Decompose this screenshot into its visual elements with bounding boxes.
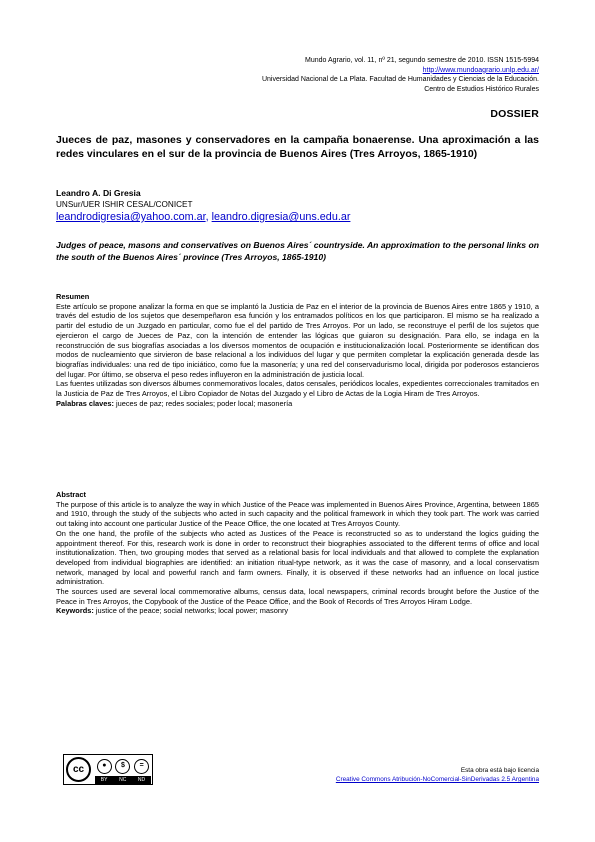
abstract-heading: Abstract	[56, 490, 86, 499]
institution-line: Universidad Nacional de La Plata. Facultad de Humanidades y Ciencias de la Educación.	[261, 76, 539, 84]
journal-url-link[interactable]: http://www.mundoagrario.unlp.edu.ar/	[422, 66, 539, 74]
paper-title-english: Judges of peace, masons and conservatives on Buenos Aires´ countryside. An approximation to the personal links on the south of the Buenos Aires´ province (Tres Arroyos, 1865-1910)	[56, 240, 539, 262]
author-emails	[56, 210, 539, 224]
cc-icons-strip	[95, 757, 151, 775]
citation-line: Mundo Agrario, vol. 11, nº 21, segundo semestre de 2010. ISSN 1515-5994	[305, 57, 539, 64]
creative-commons-badge[interactable]	[63, 754, 153, 785]
abstract-keywords-label: Keywords:	[56, 606, 94, 616]
resumen-paragraph-1: Este artículo se propone analizar la forma en que se implantó la Justicia de Paz en el interior de la provincia de Buenos Aires entre 1865 y 1910, a través del estudio de los sujetos que desempeñaron esa función y los entramados políticos en los que participaron. El mismo se ha realizado a partir del estudio de un Juzgado en particular, como fue el del partido de Tres Arroyos. Por un lado, se reconstruye el perfil de los sujetos que ejercieron el cargo de Jueces de Paz, con la intención de entender las lógicas que guiaron su designación. Para ello, se indaga en la reconstrucción de sus biografías asociadas a los diversos momentos de ocupación e institucionalización local. Posteriormente se identifican dos modos de nucleamiento que sirvieron de base relacional a los individuos del lugar y que permiten completar la explicación generada desde las biografías individuales: una red de tipo iniciático, como fue la masonería; y una red del conservadurismo local, dirigida por poderosos estancieros del lugar. Por último, se observa el peso redes influyeron en la administración de justicia local.	[56, 301, 539, 379]
abstract-paragraph-1: The purpose of this article is to analyze the way in which Justice of the Peace was implemented in Buenos Aires Province, Argentina, between 1865 and 1910, through the study of the subjects who acted in such capacity and the political framework in which they took part. The work was carried out taking into account one particular Justice of the Peace Office, the one located at Tres Arroyos County.	[56, 499, 539, 529]
author-name: Leandro A. Di Gresia	[56, 188, 141, 198]
paper-title: Jueces de paz, masones y conservadores en la campaña bonaerense. Una aproximación a las redes vinculares en el sur de la provincia de Buenos Aires (Tres Arroyos, 1865-1910)	[56, 134, 539, 160]
email-link-1[interactable]: leandrodigresia@yahoo.com.ar	[56, 211, 206, 223]
resumen-keywords-text: jueces de paz; redes sociales; poder local; masonería	[113, 398, 293, 408]
email-link-2[interactable]: leandro.digresia@uns.edu.ar	[211, 211, 351, 223]
abstract-paragraph-3: The sources used are several local commemorative albums, census data, local newspapers, criminal records brought before the Justice of the Peace in Tres Arroyos, the Copybook of the Justice of the Peace Office, and the Book of Records of Tres Arroyos Hiram Lodge.	[56, 587, 539, 606]
noderivatives-equals-icon: =	[134, 759, 149, 774]
resumen-keywords	[56, 399, 539, 409]
cc-nd-label: ND	[137, 777, 146, 783]
journal-header	[119, 56, 539, 94]
cc-by-label: BY	[100, 777, 108, 783]
noncommercial-dollar-icon: $	[115, 759, 130, 774]
author-affiliation: UNSur/UER ISHIR CESAL/CONICET	[56, 200, 193, 209]
attribution-person-icon: ●	[97, 759, 112, 774]
abstract-paragraph-2: On the one hand, the profile of the subjects who acted as Justices of the Peace is reconstructed so as to understand the logics guiding the appointment thereof. For this, research work is done in order to reconstruct their biographies associated to the different terms of office and local institutionalization. Then, two grouping modes that served as a relational basis for local individuals and that allowed to complete the explanation developed from individual biographies are identified: an initiation ritual-type network, as it was the case of masonry, and a local conservatism network, managed by local and powerful ranch and farm owners. Finally, it is observed if these networks had an influence on local justice administration.	[56, 528, 539, 587]
abstract-section	[56, 490, 539, 616]
abstract-keywords-text: justice of the peace; social networks; local power; masonry	[93, 606, 289, 616]
cc-logo-icon: cc	[66, 757, 91, 782]
resumen-heading: Resumen	[56, 292, 90, 301]
center-line: Centro de Estudios Histórico Rurales	[424, 85, 539, 93]
cc-license-labels	[95, 776, 151, 784]
abstract-keywords	[56, 606, 539, 616]
email-separator: ,	[205, 211, 212, 223]
license-notice	[219, 766, 539, 784]
section-label: DOSSIER	[490, 108, 539, 120]
resumen-section	[56, 292, 539, 408]
license-link[interactable]: Creative Commons Atribución-NoComercial-SinDerivadas 2.5 Argentina	[335, 776, 539, 783]
resumen-keywords-label: Palabras claves:	[56, 398, 114, 408]
cc-nc-label: NC	[119, 777, 127, 783]
license-line: Esta obra está bajo licencia	[460, 767, 539, 774]
resumen-paragraph-2: Las fuentes utilizadas son diversos álbumes conmemorativos locales, datos censales, periódicos locales, expedientes correccionales tramitados en la Justicia de Paz de Tres Arroyos, el Libro Copiador de Notas del Juzgado y el Libro de Actas de la Logia Hiram de Tres Arroyos.	[56, 379, 539, 399]
author-block	[56, 188, 539, 224]
